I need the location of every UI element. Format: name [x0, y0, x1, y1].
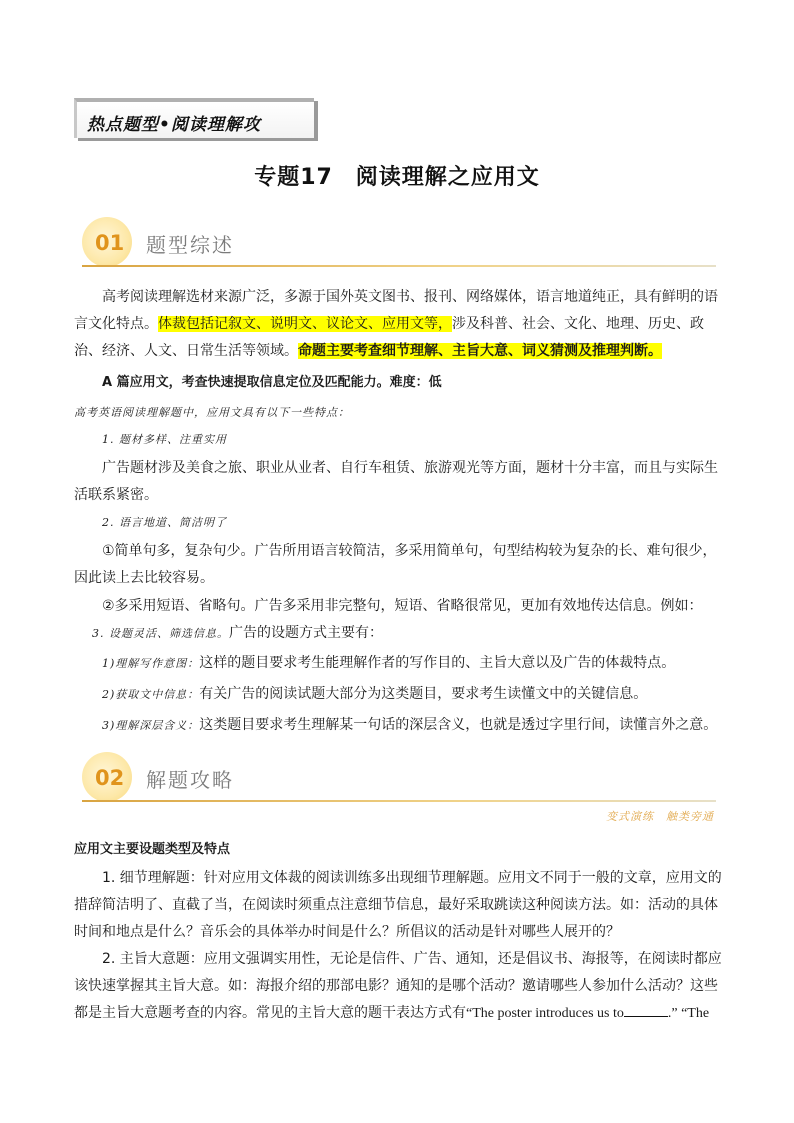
section-number: 01	[95, 231, 125, 255]
features-intro: 高考英语阅读理解题中，应用文具有以下一些特点：	[74, 406, 350, 419]
subheading: 应用文主要设题类型及特点	[74, 842, 231, 857]
question-type-2-label: 2)获取文中信息：	[102, 688, 200, 701]
example-stem: “The poster introduces us to	[466, 1006, 624, 1021]
question-type-2-text: 有关广告的阅读试题大部分为这类题目，要求考生读懂文中的关键信息。	[199, 686, 648, 702]
main-idea-paragraph	[74, 946, 730, 1027]
section-divider	[82, 265, 716, 267]
intro-paragraph	[74, 284, 730, 365]
section-divider	[82, 800, 716, 802]
page-title: 专题17 阅读理解之应用文	[254, 165, 540, 190]
feature-2-point-1: ①简单句多，复杂句少。广告所用语言较简洁，多采用简单句，句型结构较为复杂的长、难句很少，因此读上去比较容易。	[74, 543, 717, 586]
question-type-2	[102, 681, 730, 708]
question-type-1-label: 1)理解写作意图：	[102, 657, 200, 670]
intro-text-2: 涉及科普、社会、文化、地理、历史、政治、经济、人文、日常生活等领域。	[74, 316, 704, 359]
feature-3-line	[92, 620, 730, 647]
topic-tag-text: 热点题型•阅读理解攻	[87, 115, 261, 135]
detail-question-paragraph: 1. 细节理解题：针对应用文体裁的阅读训练多出现细节理解题。应用文不同于一般的文章，应用文的措辞简洁明了、直截了当，在阅读时须重点注意细节信息，最好采取跳读这种阅读方法。如：活动的具体时间和地点是什么？音乐会的具体举办时间是什么？所倡议的活动是针对哪些人展开的？	[74, 870, 722, 940]
intro-text: 高考阅读理解选材来源广泛，多源于国外英文图书、报刊、网络媒体，语言地道纯正，具有鲜明的语言文化特点。	[74, 289, 718, 332]
feature-3-text: 广告的设题方式主要有：	[229, 625, 383, 641]
feature-3-title: 3. 设题灵活、筛选信息。	[92, 627, 229, 640]
section-number: 02	[95, 766, 125, 790]
question-type-1	[102, 650, 730, 677]
section-title: 题型综述	[146, 233, 234, 257]
question-type-1-text: 这样的题目要求考生能理解作者的写作目的、主旨大意以及广告的体裁特点。	[199, 655, 676, 671]
section-title: 解题攻略	[146, 768, 234, 792]
answer-blank	[624, 1002, 668, 1017]
section-tip: 变式演练 触类旁通	[606, 810, 714, 823]
feature-2-point-2: ②多采用短语、省略句。广告多采用非完整句，短语、省略很常见，更加有效地传达信息。例如：	[102, 598, 703, 614]
question-type-3	[102, 712, 730, 739]
feature-2-title: 2. 语言地道、简洁明了	[102, 516, 227, 529]
example-stem-end: .” “The	[667, 1006, 710, 1021]
highlight-question-types: 命题主要考查细节理解、主旨大意、词义猜测及推理判断。	[298, 343, 662, 359]
question-type-3-label: 3)理解深层含义：	[102, 719, 200, 732]
main-idea-text: 2. 主旨大意题：应用文强调实用性，无论是信件、广告、通知，还是倡议书、海报等，在阅读时都应该快速掌握其主旨大意。如：海报介绍的那部电影？通知的是哪个活动？邀请哪些人参加什么活动？这些都是主旨大意题考查的内容。常见的主旨大意的题干表达方式有	[74, 951, 722, 1021]
difficulty-line: A 篇应用文，考查快速提取信息定位及匹配能力。难度：低	[102, 375, 442, 390]
highlight-genres: 体裁包括记叙文、说明文、议论文、应用文等，	[158, 316, 452, 332]
topic-tag	[74, 98, 314, 138]
section-header-1	[82, 217, 716, 267]
question-type-3-text: 这类题目要求考生理解某一句话的深层含义，也就是透过字里行间，读懂言外之意。	[199, 717, 718, 733]
feature-1-body: 广告题材涉及美食之旅、职业从业者、自行车租赁、旅游观光等方面，题材十分丰富，而且与实际生活联系紧密。	[74, 460, 718, 503]
feature-1-title: 1. 题材多样、注重实用	[102, 433, 227, 446]
section-header-2	[82, 752, 716, 802]
